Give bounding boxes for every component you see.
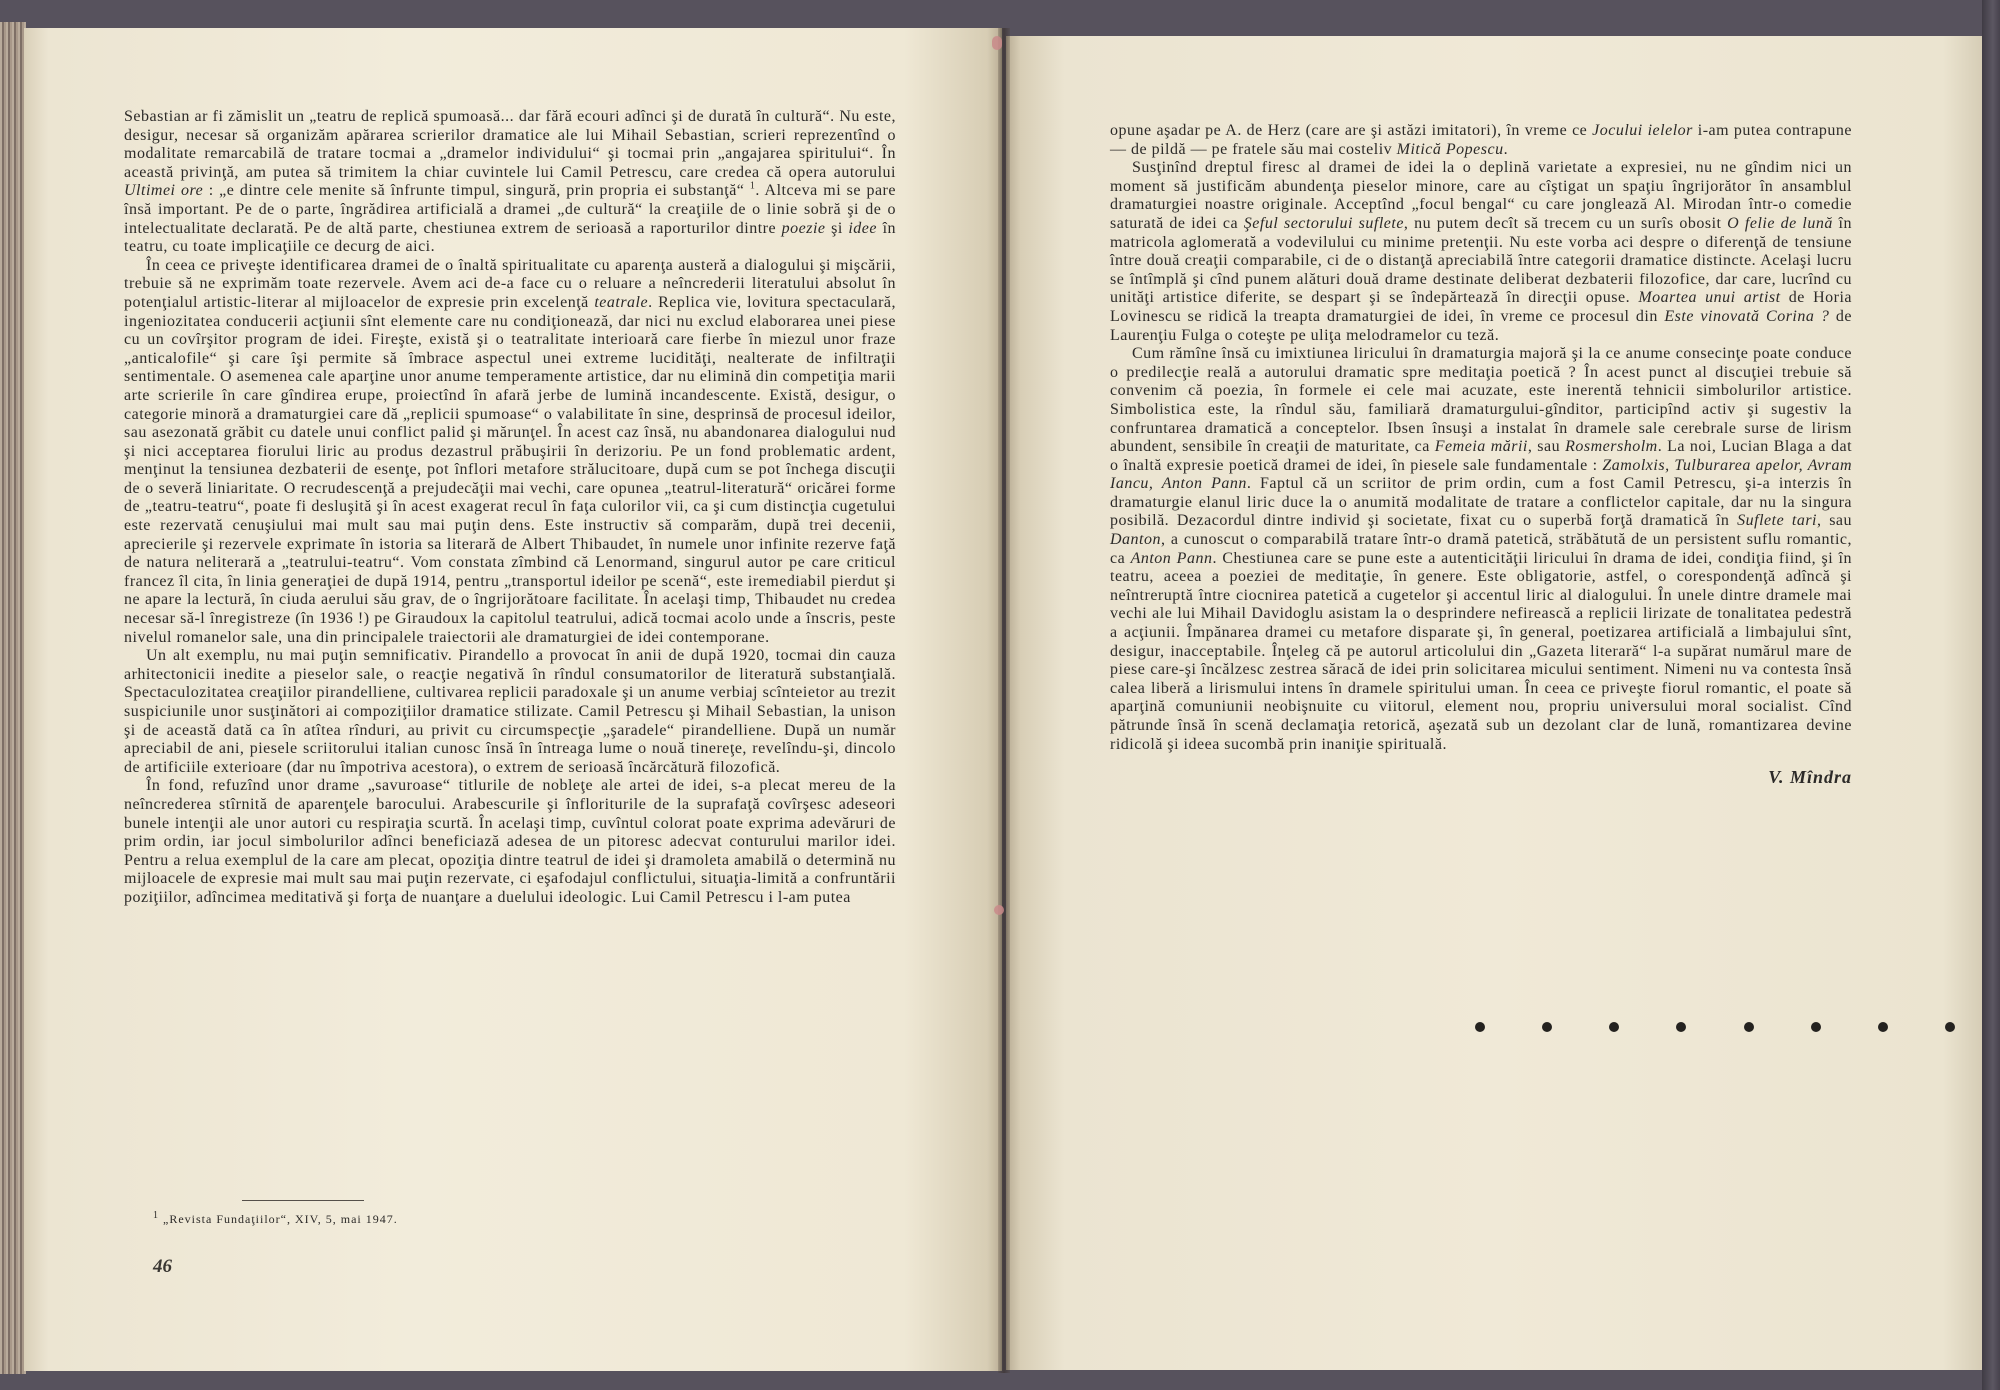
italic-run: Ultimei ore bbox=[124, 182, 204, 200]
page-number: 46 bbox=[153, 1256, 172, 1277]
italic-run: Este vinovată Corina ? bbox=[1664, 307, 1830, 325]
italic-run: Zamolxis, Tulburarea apelor, Avram Iancu, Anton Pann bbox=[1110, 456, 1853, 493]
text-run: opune aşadar pe A. de Herz (care are şi astăzi imitatori), în vreme ce bbox=[1110, 122, 1593, 139]
italic-run: Danton bbox=[1110, 531, 1161, 549]
binding-thread bbox=[994, 905, 1004, 915]
paragraph bbox=[1110, 122, 1852, 159]
italic-run: idee bbox=[848, 219, 877, 237]
text-run: , sau bbox=[1817, 512, 1853, 530]
text-run: în teatru, cu toate implicaţiile ce decurg de aici. bbox=[124, 219, 896, 256]
ornament-dot bbox=[1676, 1022, 1686, 1032]
italic-run: Moartea unui artist bbox=[1638, 289, 1781, 307]
ornament-dot bbox=[1475, 1022, 1485, 1032]
text-run: şi bbox=[825, 219, 849, 237]
text-run: În ceea ce priveşte identificarea dramei de o înaltă spiritualitate cu aparenţa austeră a dialogului şi mişcării, trebuie să ne exprimăm toate rezervele. Avem aci de-a face cu o reluare a neîncrederii literatului absolut în potenţialul artistic-literar al mijloacelor de expresie prin excelenţă bbox=[124, 256, 896, 311]
italic-run: Anton Pann bbox=[1130, 549, 1213, 567]
text-run: În fond, refuzînd unor drame „savuroase“ titlurile de nobleţe ale artei de idei, s-a plecat mereu de la neîncrederea stîrnită de aparenţele barocului. Arabescurile şi înfloriturile de la suprafaţă covîrşesc adeseori bunele intenţii ale unor autori cu respiraţia scurtă. În acelaşi timp, cuvîntul colorat poate exprima adevăruri de prim ordin, iar jocul simbolurilor adînci beneficiază adesea de un pitoresc adecvat conturului marilor idei. Pentru a relua exemplul de la care am plecat, opoziţia dintre teatrul de idei şi dramoleta amabilă o determină nu mijloacele de expresie mai mult sau mai puţin rezervate, ci eşafodajul conflictului, situaţia-limită a confruntării poziţiilor, adîncimea meditativă şi forţa de nuanţare a duelului ideologic. Lui Camil Petrescu i l-am putea bbox=[124, 777, 896, 906]
footnote-rule bbox=[242, 1200, 364, 1201]
text-run: Cum rămîne însă cu imixtiunea liricului în dramaturgia majoră şi la ce anume consecinţe poate conduce o predilecţie reală a autorului dramatic spre meditaţia poetică ? În acest punct al discuţiei trebuie să convenim că poezia, în formele ei cele mai acuzate, este inerentă tehnicii simbolurilor artistice. Simbolistica este, la rîndul său, familiară dramaturgului-gînditor, participînd activ şi sugestiv la confruntarea dramatică a conceptelor. Ibsen însuşi a instalat în dramele sale cerebrale surse de lirism abundent, sensibile în creaţii de maturitate, ca bbox=[1110, 345, 1852, 456]
right-page bbox=[1006, 36, 1982, 1370]
footnote bbox=[153, 1212, 398, 1227]
paragraph bbox=[1110, 345, 1852, 754]
footnote-marker: 1 bbox=[153, 1210, 159, 1221]
paragraph bbox=[124, 777, 896, 907]
right-paragraphs bbox=[1110, 122, 1852, 754]
paragraph bbox=[124, 257, 896, 647]
text-run: de Horia Lovinescu se ridică la treapta dramaturgiei de idei, în vreme ce procesul din bbox=[1110, 289, 1853, 325]
text-run: i-am putea contrapune — de pildă — pe fratele său mai costeliv bbox=[1110, 122, 1853, 158]
author-signature: V. Mîndra bbox=[1768, 767, 1852, 788]
text-run: , sau bbox=[1527, 438, 1566, 456]
ornament-dots-row bbox=[1475, 1022, 1955, 1032]
text-run: . bbox=[1503, 140, 1509, 158]
spine-shadow bbox=[998, 28, 1010, 1373]
text-run: Un alt exemplu, nu mai puţin semnificativ. Pirandello a provocat în anii de după 1920, tocmai din cauza arhitectonicii inedite a pieselor sale, o reacţie negativă în rîndul consumatorilor de literatură substanţială. Spectaculozitatea creaţiilor pirandelliene, cultivarea replicii paradoxale şi un anume verbiaj scînteietor au trezit suspiciunile unor susţinători ai compoziţiilor dramatice stilizate. Camil Petrescu şi Mihail Sebastian, la unison şi de această dată ca în atîtea rînduri, au privit cu circumspecţie „şaradele“ pirandelliene. După un număr apreciabil de ani, piesele scriitorului italian cunosc însă în întreaga lume o nouă tinereţe, revelîndu-şi, dincolo de artificiile exterioare (dar nu împotriva acestora), o extrem de serioasă încărcătură filozofică. bbox=[124, 647, 896, 776]
right-article-text bbox=[1110, 122, 1852, 787]
footnote-text: „Revista Fundaţiilor“, XIV, 5, mai 1947. bbox=[159, 1212, 398, 1226]
binding-thread bbox=[992, 36, 1002, 50]
text-run: . Faptul că un scriitor de prim ordin, cum a fost Camil Petrescu, şi-a interzis în dramaturgie elanul liric duce la o anumită modalitate de tratare a conflictelor capitale, dar nu la singura posibilă. Dezacordul dintre individ şi societate, fixat cu o superbă forţă dramatică în bbox=[1110, 475, 1853, 530]
left-page bbox=[24, 28, 1002, 1371]
paragraph bbox=[1110, 159, 1852, 345]
book-cover-board bbox=[1982, 0, 2000, 1390]
paragraph bbox=[124, 647, 896, 777]
ornament-dot bbox=[1744, 1022, 1754, 1032]
italic-run: O felie de lună bbox=[1727, 214, 1833, 232]
text-run: de Laurenţiu Fulga o coteşte pe uliţa melodramelor cu teză. bbox=[1110, 307, 1852, 344]
italic-run: Suflete tari bbox=[1737, 512, 1817, 530]
page-edge-stack bbox=[0, 22, 26, 1374]
paragraph bbox=[124, 108, 896, 257]
italic-run: poezie bbox=[781, 219, 826, 237]
ornament-dot bbox=[1945, 1022, 1955, 1032]
text-run: . Altceva mi se pare însă important. Pe de o parte, îngrădirea artificială a dramei „de cultură“ la creaţiile de o linie sobră şi de o intelectualitate declarată. Pe de altă parte, chestiunea extrem de serioasă a raporturilor dintre bbox=[124, 182, 896, 237]
ornament-dot bbox=[1811, 1022, 1821, 1032]
text-run: . Replica vie, lovitura spectaculară, ingeniozitatea conducerii acţiunii sînt elemente care nu condiţionează, dar nici nu exclud elaborarea unei piese cu un covîrşitor program de idei. Fireşte, există şi o teatralitate interioară care fierbe în miezul unor fraze „anticalofile“ şi care îşi permite să îmbrace aspectul unei extreme lucidităţi, nealterate de infiltraţii sentimentale. O asemenea cale aparţine unor anume temperamente artistice, dar nu elimină din competiţia marii arte scrierile în care gîndirea erupe, proiectînd în afară jerbe de lumină incandescente. Există, desigur, o categorie minoră a dramaturgiei care dă „replicii spumoase“ o valabilitate în sine, desprinsă de procesul ideilor, sau asezonată grăbit cu datele unui conflict palid şi mărunţel. În acest caz însă, nu abandonarea dialogului nud şi nici acceptarea fiorului liric au produs dezastrul prăbuşirii în derizoriu. Pe un fond problematic ardent, menţinut la tensiunea dezbaterii de esenţe, pot înflori metafore strălucitoare, după cum se pot închega discuţii de o severă liniaritate. O recrudescenţă a prejudecăţii mai vechi, care opunea „teatrul-literatură“ oricărei forme de „teatru-teatru“, poate fi desluşită şi în acest exagerat recul în faţa culorilor vii, ca şi cum distincţia cugetului este rezervată cenuşiului mai mult sau mai puţin dens. Este instructiv să comparăm, după trei decenii, aprecierile şi rezervele exprimate în istoria sa literară de Albert Thibaudet, în numele unor infinite rezerve faţă de natura neliterară a „teatrului-teatru“. Vom constata zîmbind că Lenormand, singurul autor pe care criticul francez îl cita, în linia generaţiei de după 1914, pentru „transportul ideilor pe scenă“, este iremediabil pierdut şi ne apare la lectură, în ciuda aerului său grav, de o îngrijorătoare facilitate. În acelaşi timp, Thibaudet nu credea necesar să-l înregistreze (în 1936 !) pe Giraudoux la capitolul teatrului, adică tocmai acolo unde a înscris, peste nivelul romanelor sale, una din principalele traiectorii ale dramaturgiei de idei contemporane. bbox=[124, 293, 896, 646]
italic-run: Şeful sectorului suflete bbox=[1243, 214, 1404, 232]
text-run: , nu putem decît să trecem cu un surîs obosit bbox=[1403, 214, 1728, 232]
text-run: : „e dintre cele menite să înfrunte timpul, singură, prin propria ei substanţă“ bbox=[203, 182, 750, 200]
text-run: Susţinînd dreptul firesc al dramei de idei la o deplină varietate a expresiei, nu ne gîndim nici un moment să justificăm abundenţa pieselor minore, care au cîştigat un spaţiu îngrijorător în ansamblul dramaturgiei noastre originale. Acceptînd „focul bengal“ cu care jonglează Al. Mirodan într-o comedie saturată de idei ca bbox=[1110, 159, 1852, 232]
ornament-dot bbox=[1542, 1022, 1552, 1032]
italic-run: Femeia mării bbox=[1434, 438, 1528, 456]
footnote-marker: 1 bbox=[749, 181, 756, 193]
text-run: , a cunoscut o comparabilă tratare într-o dramă patetică, străbătută de un persistent suflu romantic, ca bbox=[1110, 531, 1852, 567]
ornament-dot bbox=[1609, 1022, 1619, 1032]
italic-run: teatrale bbox=[594, 293, 649, 311]
text-run: Sebastian ar fi zămislit un „teatru de replică spumoasă... dar fără ecouri adînci şi de durată în cultură“. Nu este, desigur, necesar să organizăm apărarea scrierilor dramatice ale lui Mihail Sebastian, scrieri reprezentînd o modalitate remarcabilă de tratare tocmai a „dramelor individului“ şi tocmai prin „angajarea spiritului“. În această privinţă, am putea să trimitem la chiar cuvintele lui Camil Petrescu, care credea că opera autorului bbox=[124, 108, 896, 181]
text-run: . Chestiunea care se pune este a autenticităţii liricului în drama de idei, condiţia fiind, şi în teatru, aceea a poeziei de meditaţie, în genere. Este obligatorie, astfel, o corespondenţă adîncă şi neîntreruptă între ciocnirea patetică a cugetelor şi accentul liric al dialogului. În unele dintre dramele mai vechi ale lui Mihail Davidoglu asistam la o desprindere nefirească a replicii lirizate de tonalitatea pedestră a acţiunii. Împănarea dramei cu metafore disparate şi, în general, poetizarea artificială a limbajului sînt, desigur, inacceptabile. Înţeleg că pe autorul articolului din „Gazeta literară“ l-a supărat numărul mare de piese care-şi încălzesc zestrea săracă de idei prin solicitarea micului sentiment. Nimeni nu va contesta însă calea liberă a lirismului intens în dramele spiritului uman. În ceea ce priveşte fiorul romantic, el poate să aparţină comuniunii neobişnuite cu viitorul, element nou, propriu universului moral socialist. Cînd pătrunde însă în scenă declamaţia retorică, aşezată sub un dezolant clar de lună, romantizarea devine ridicolă şi ideea sucombă prin inaniţie spirituală. bbox=[1110, 549, 1853, 753]
italic-run: Mitică Popescu bbox=[1396, 140, 1504, 158]
italic-run: Jocului ielelor bbox=[1592, 122, 1693, 139]
ornament-dot bbox=[1878, 1022, 1888, 1032]
italic-run: Rosmersholm bbox=[1565, 438, 1658, 456]
text-run: . La noi, Lucian Blaga a dat o înaltă expresie poetică dramei de idei, în piesele sale fundamentale : bbox=[1110, 438, 1853, 474]
text-run: în matricola aglomerată a vodevilului cu minime pretenţii. Nu este vorba aci despre o diferenţă de tensiune între două creaţii comparabile, ci de o distanţă apreciabilă între categorii dramatice distincte. Acelaşi lucru se întîmplă şi cînd punem alături două drame destinate deliberat dezbaterii filozofice, dar care, lucrînd cu unităţi artistice diferite, se despart şi se îndepărtează în direcţii opuse. bbox=[1110, 214, 1853, 307]
left-article-text bbox=[124, 108, 896, 908]
